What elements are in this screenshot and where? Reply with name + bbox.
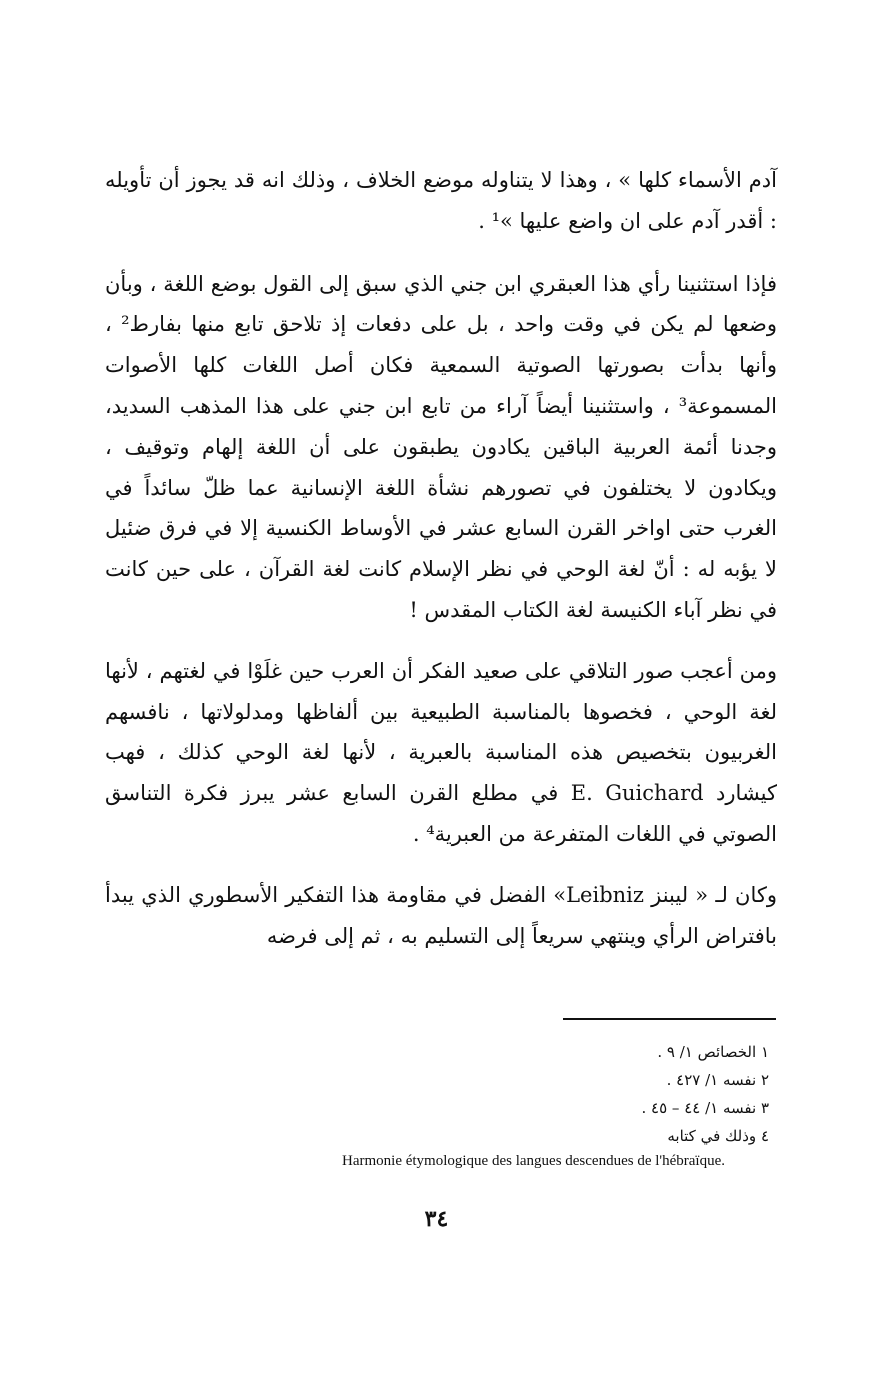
paragraph-2: فإذا استثنينا رأي هذا العبقري ابن جني الذي سبق إلى القول بوضع اللغة ، وبأن وضعها لم يكن في وقت واحد ، بل على دفعات إذ تلاحق تابع منها بفارط² ، وأنها بدأت بصورتها الصوتية السمعية فكان أصل اللغات كلها الأصوات المسموعة³ ، واستثنينا أيضاً آراء من تابع ابن جني على هذا المذهب السديد، وجدنا أئمة العربية الباقين يكادون يطبقون على أن اللغة إلهام وتوقيف ، ويكادون لا يختلفون في تصورهم نشأة اللغة الإنسانية عما ظلّ سائداً في الغرب حتى اواخر القرن السابع عشر في الأوساط الكنسية إلا في فرق ضئيل لا يؤبه له : أنّ لغة الوحي في نظر الإسلام كانت لغة القرآن ، على حين كانت في نظر آباء الكنيسة لغة الكتاب المقدس ! xyxy=(105,271,778,622)
footnote-4-book-title: Harmonie étymologique des langues descendues de l'hébraïque. xyxy=(342,1153,725,1169)
paragraph-1: آدم الأسماء كلها » ، وهذا لا يتناوله موضع الخلاف ، وذلك انه قد يجوز أن تأويله : أقدر آدم على ان واضع عليها »¹ . xyxy=(105,168,777,233)
footnote-3: ٣ نفسه ١/ ٤٤ – ٤٥ . xyxy=(641,1099,769,1117)
footnote-2: ٢ نفسه ١/ ٤٢٧ . xyxy=(666,1071,769,1089)
footnote-divider xyxy=(563,1018,776,1020)
main-text xyxy=(105,160,777,956)
paragraph-3: ومن أعجب صور التلاقي على صعيد الفكر أن العرب حين غلَوْا في لغتهم ، لأنها لغة الوحي ، فخصوها بالمناسبة الطبيعية بين ألفاظها ومدلولاتها ، نافسهم الغربيون بتخصيص هذه المناسبة بالعبرية ، لأنها لغة الوحي كذلك ، فهب كيشارد E. Guichard في مطلع القرن السابع عشر يبرز فكرة التناسق الصوتي في اللغات المتفرعة من العبرية⁴ . xyxy=(105,658,778,846)
footnote-1: ١ الخصائص ١/ ٩ . xyxy=(657,1043,769,1061)
page-number: ٣٤ xyxy=(424,1206,449,1232)
paragraph-4: وكان لـ « ليبنز Leibniz» الفضل في مقاومة هذا التفكير الأسطوري الذي يبدأ بافتراض الرأي وينتهي سريعاً إلى التسليم به ، ثم إلى فرضه xyxy=(105,882,777,948)
footnotes xyxy=(105,1038,777,1172)
footnote-4: ٤ وذلك في كتابه xyxy=(667,1127,769,1145)
